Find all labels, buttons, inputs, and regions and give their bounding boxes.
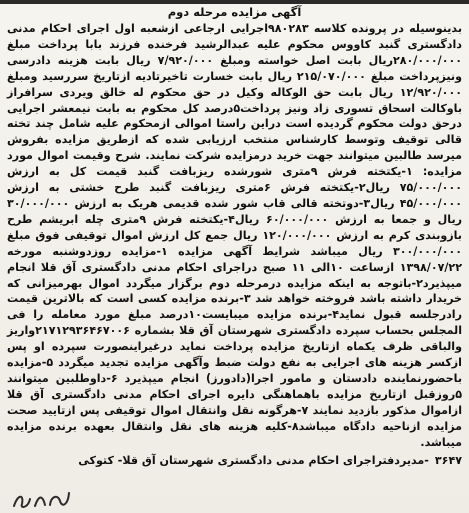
handwritten-number-mark (10, 485, 72, 511)
auction-notice (7, 4, 462, 503)
notice-footer (7, 453, 462, 469)
notice-signature-line: -مدیردفتراجرای احکام مدنی دادگستری شهرستان آق قلا- کتوکی (78, 454, 429, 468)
notice-code: ۳۶۴۷ (434, 454, 462, 468)
notice-title: آگهی مزایده مرحله دوم (167, 5, 302, 19)
notice-body: بدینوسیله در پرونده کلاسه ۹۸۰۲۸۳اجرایی ارجاعی ازشعبه اول اجرای احکام مدنی دادگستری گنبد کاووس محکوم علیه عبدالرشید فرخنده فرزند بابا پرداخت مبلغ ۲۸۰/۰۰۰/۰۰۰ریال بابت اصل خواسته ومبلغ ۷/۹۲۰/۰۰۰ ریال بابت هزینه دادرسی ونیزپرداخت مبلغ ۲۱۵/۰۷۰/۰۰۰ ریال بابت خسارت تاخیرتادیه ازتاریخ سررسید ومبلغ ۱۲/۹۲۰/۰۰۰ ریال بابت حق الوکاله وکیل در حق محکوم له خالق ویردی سرافراز باوکالت اسحاق تسوری زاد ونیز پرداخت۵درصد کل محکوم به بابت نیمعشر اجرایی درحق دولت محکوم گردیده است دراین راستا اموالی ازمحکوم علیه شامل چند تخته قالی توقیف وتوسط کارشناس منتخب ارزیابی شده که ازطریق مزایده بفروش میرسد طالبین میتوانند جهت خرید درمزایده شرکت نمایند. شرح وقیمت اموال مورد مزایده: ۱-یکتخته فرش ۹متری شورشده ریزبافت گنبد قیمت کل به ارزش ۷۵/۰۰۰/۰۰۰ ریال۲-یکتخته فرش ۶متری ریزبافت گنبد طرح خشتی به ارزش ۴۵/۰۰۰/۰۰۰ ریال۳-دوتخته قالی قاب شور شده قدیمی هریک به ارزش ۳۰/۰۰۰/۰۰۰ ریال و جمعا به ارزش ۶۰/۰۰۰/۰۰۰ ریال۴-یکتخته فرش ۹متری چله ابریشم طرح بازوبندی کرم به ارزش ۱۲۰/۰۰۰/۰۰۰ ریال جمع کل ارزش اموال توقیفی فوق مبلغ ۳۰۰/۰۰۰/۰۰۰ ریال میباشد شرایط آگهی مزایده ۱-مزایده روزدوشنبه مورخه ۱۳۹۸/۰۷/۲۲ ازساعت ۱۰الی ۱۱ صبح دراجرای احکام مدنی دادگستری آق قلا انجام میپذیرد۲-باتوجه به اینکه مزایده درمرحله دوم برگزار میگردد اموال بهرمیزانی که خریدار داشته باشد فروخته خواهد شد ۳-برنده مزایده کسی است که بالاترین قیمت رادرجلسه قبول نماید۴-برنده مزایده میبایست۱۰درصد مبلغ مورد معامله را فی المجلس بحساب سپرده دادگستری شهرستان آق قلا بشماره ۲۱۷۱۲۹۳۶۴۶۷۰۰۶واریز والباقی ظرف یکماه ازتاریخ مزایده پرداخت نماید درغیراینصورت سپرده او پس ازکسر هزینه های اجرایی به نفع دولت ضبط وآگهی مزایده تجدید میگردد ۵-مزایده باحضورنماینده دادستان و مامور اجرا(دادورز) انجام میپذیرد ۶-داوطلبین میتوانند ۵روزقبل ازتاریخ مزایده باهماهنگی دایره اجرای احکام مدنی دادگستری آق قلا ازاموال مذکور بازدید نمایند ۷-هرگونه نقل وانتقال اموال توقیفی پس ازتایید صحت مزایده ازناحیه دادگاه میباشد۸-کلیه هزینه های نقل وانتقال بعهده برنده مزایده میباشد. (7, 22, 463, 449)
